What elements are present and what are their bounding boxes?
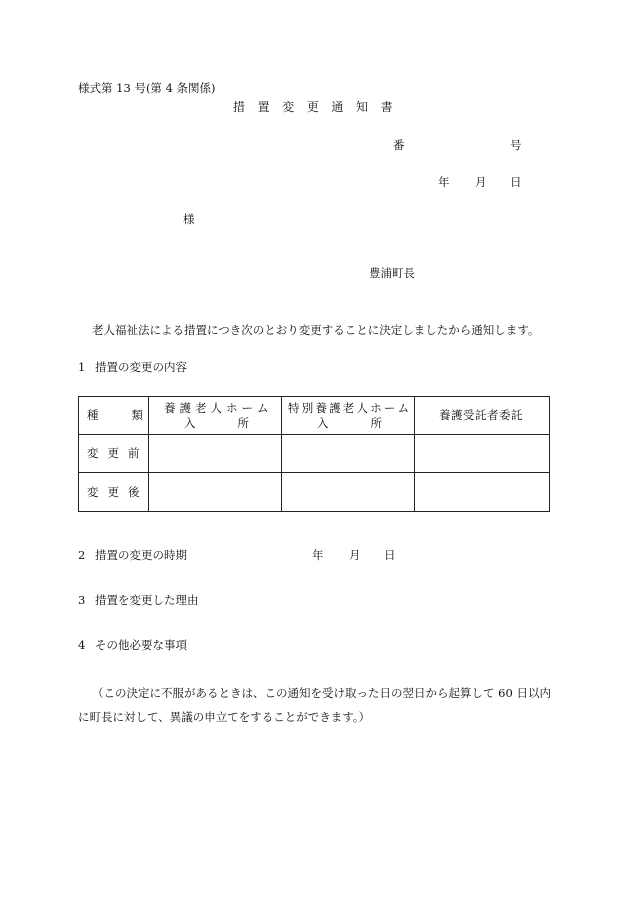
document-number-prefix: 番	[393, 138, 405, 152]
section-4-heading: その他必要な事項	[95, 638, 187, 652]
header-tokubetsu-home-line2: 入所	[317, 415, 424, 430]
header-cell-tokubetsu-home	[282, 397, 424, 435]
table-cell-blank	[282, 435, 415, 473]
header-tokubetsu-home-line1: 特別養護老人ホーム	[288, 400, 412, 415]
header-itaku-label: 養護受託者委託	[439, 408, 523, 422]
table-cell-blank	[149, 473, 282, 512]
appeal-notice-line-2: に町長に対して、異議の申立てをすることができます。）	[78, 710, 371, 724]
table-row	[79, 435, 550, 473]
table-row	[79, 473, 550, 512]
header-yogo-home-line2: 入所	[184, 415, 291, 430]
form-number: 様式第 13 号(第 4 条関係)	[78, 81, 216, 95]
issuer-name: 豊浦町長	[369, 266, 415, 280]
header-kind-label: 種類	[87, 408, 176, 422]
row-label-cell	[79, 473, 149, 512]
section-2-number: 2	[78, 548, 86, 562]
section-2-date-month: 月	[349, 548, 361, 562]
table-cell-blank	[415, 435, 550, 473]
document-title: 措置変更通知書	[233, 100, 406, 114]
table-cell-blank	[149, 435, 282, 473]
change-table	[78, 396, 550, 512]
issue-date-year: 年	[438, 175, 450, 189]
section-3-number: 3	[78, 593, 86, 607]
table-header-row	[79, 397, 550, 435]
section-3-heading: 措置を変更した理由	[95, 593, 199, 607]
section-1-number: 1	[78, 360, 86, 374]
section-2-heading: 措置の変更の時期	[95, 548, 187, 562]
section-4-number: 4	[78, 638, 86, 652]
table-cell-blank	[282, 473, 415, 512]
addressee-honorific: 様	[183, 212, 195, 226]
section-2-date-year: 年	[312, 548, 324, 562]
header-cell-itaku	[415, 397, 550, 435]
header-cell-kind	[79, 397, 176, 435]
document-number-suffix: 号	[510, 138, 522, 152]
header-yogo-home-line1: 養護老人ホーム	[164, 400, 273, 415]
table-cell-blank	[415, 473, 550, 512]
issue-date-day: 日	[510, 175, 522, 189]
row-label-after: 変更後	[87, 484, 149, 499]
section-2-date-day: 日	[384, 548, 396, 562]
issue-date-month: 月	[475, 175, 487, 189]
appeal-notice-line-1: （この決定に不服があるときは、この通知を受け取った日の翌日から起算して 60 日以内	[92, 686, 551, 700]
body-text: 老人福祉法による措置につき次のとおり変更することに決定しましたから通知します。	[92, 323, 540, 337]
row-label-before: 変更前	[87, 446, 149, 460]
section-1-heading: 措置の変更の内容	[95, 360, 187, 374]
row-label-cell	[79, 435, 149, 473]
